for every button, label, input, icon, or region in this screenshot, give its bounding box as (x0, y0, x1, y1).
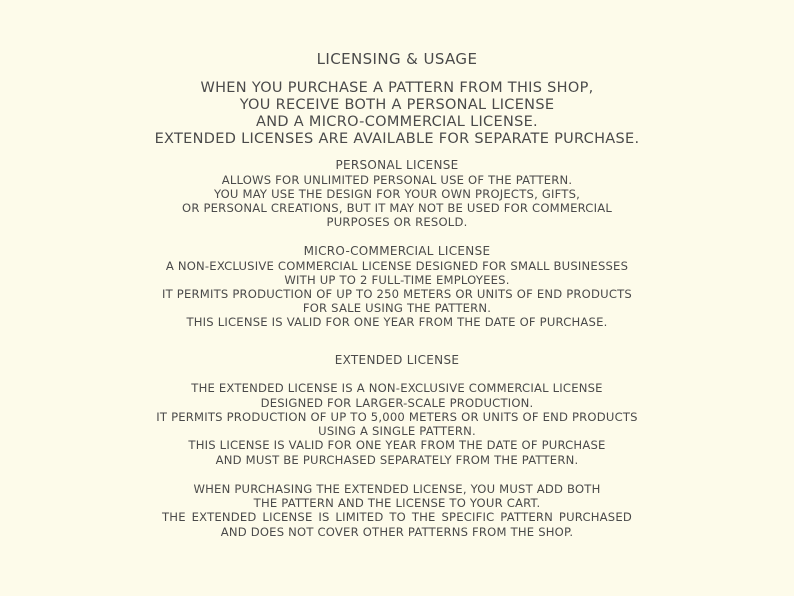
micro-commercial-license-line: WITH UP TO 2 FULL-TIME EMPLOYEES. (284, 273, 510, 287)
extended-license-note-line: THE EXTENDED LICENSE IS LIMITED TO THE SPECIFIC PATTERN PURCHASED (162, 510, 632, 524)
personal-license-line: YOU MAY USE THE DESIGN FOR YOUR OWN PROJECTS, GIFTS, (213, 187, 581, 201)
personal-license-line: OR PERSONAL CREATIONS, BUT IT MAY NOT BE USED FOR COMMERCIAL (182, 201, 612, 215)
micro-commercial-license-heading: MICRO-COMMERCIAL LICENSE (303, 244, 491, 258)
intro-line: AND A MICRO-COMMERCIAL LICENSE. (256, 114, 538, 130)
page-title: LICENSING & USAGE (316, 50, 478, 68)
extended-license-line: THE EXTENDED LICENSE IS A NON-EXCLUSIVE COMMERCIAL LICENSE (191, 381, 603, 395)
extended-license-line: AND MUST BE PURCHASED SEPARATELY FROM THE PATTERN. (215, 453, 579, 467)
extended-license-note-line: THE PATTERN AND THE LICENSE TO YOUR CART. (253, 496, 541, 510)
personal-license-line: PURPOSES OR RESOLD. (326, 215, 468, 229)
micro-commercial-license-line: IT PERMITS PRODUCTION OF UP TO 250 METERS OR UNITS OF END PRODUCTS (162, 287, 632, 301)
intro-line: WHEN YOU PURCHASE A PATTERN FROM THIS SHOP, (200, 80, 594, 96)
extended-license-heading: EXTENDED LICENSE (334, 353, 460, 367)
extended-license-line: USING A SINGLE PATTERN. (318, 424, 476, 438)
extended-license-line: DESIGNED FOR LARGER-SCALE PRODUCTION. (260, 396, 534, 410)
extended-license-note-line: WHEN PURCHASING THE EXTENDED LICENSE, YOU MUST ADD BOTH (193, 482, 601, 496)
personal-license-line: ALLOWS FOR UNLIMITED PERSONAL USE OF THE PATTERN. (221, 173, 573, 187)
intro-line: EXTENDED LICENSES ARE AVAILABLE FOR SEPARATE PURCHASE. (154, 131, 640, 147)
personal-license-heading: PERSONAL LICENSE (335, 158, 459, 172)
extended-license-line: IT PERMITS PRODUCTION OF UP TO 5,000 METERS OR UNITS OF END PRODUCTS (156, 410, 638, 424)
intro-line: YOU RECEIVE BOTH A PERSONAL LICENSE (239, 97, 555, 113)
micro-commercial-license-line: A NON-EXCLUSIVE COMMERCIAL LICENSE DESIGNED FOR SMALL BUSINESSES (165, 259, 629, 273)
micro-commercial-license-line: THIS LICENSE IS VALID FOR ONE YEAR FROM THE DATE OF PURCHASE. (186, 315, 608, 329)
extended-license-line: THIS LICENSE IS VALID FOR ONE YEAR FROM THE DATE OF PURCHASE (188, 438, 606, 452)
micro-commercial-license-line: FOR SALE USING THE PATTERN. (302, 301, 492, 315)
extended-license-note-line: AND DOES NOT COVER OTHER PATTERNS FROM THE SHOP. (220, 525, 574, 539)
